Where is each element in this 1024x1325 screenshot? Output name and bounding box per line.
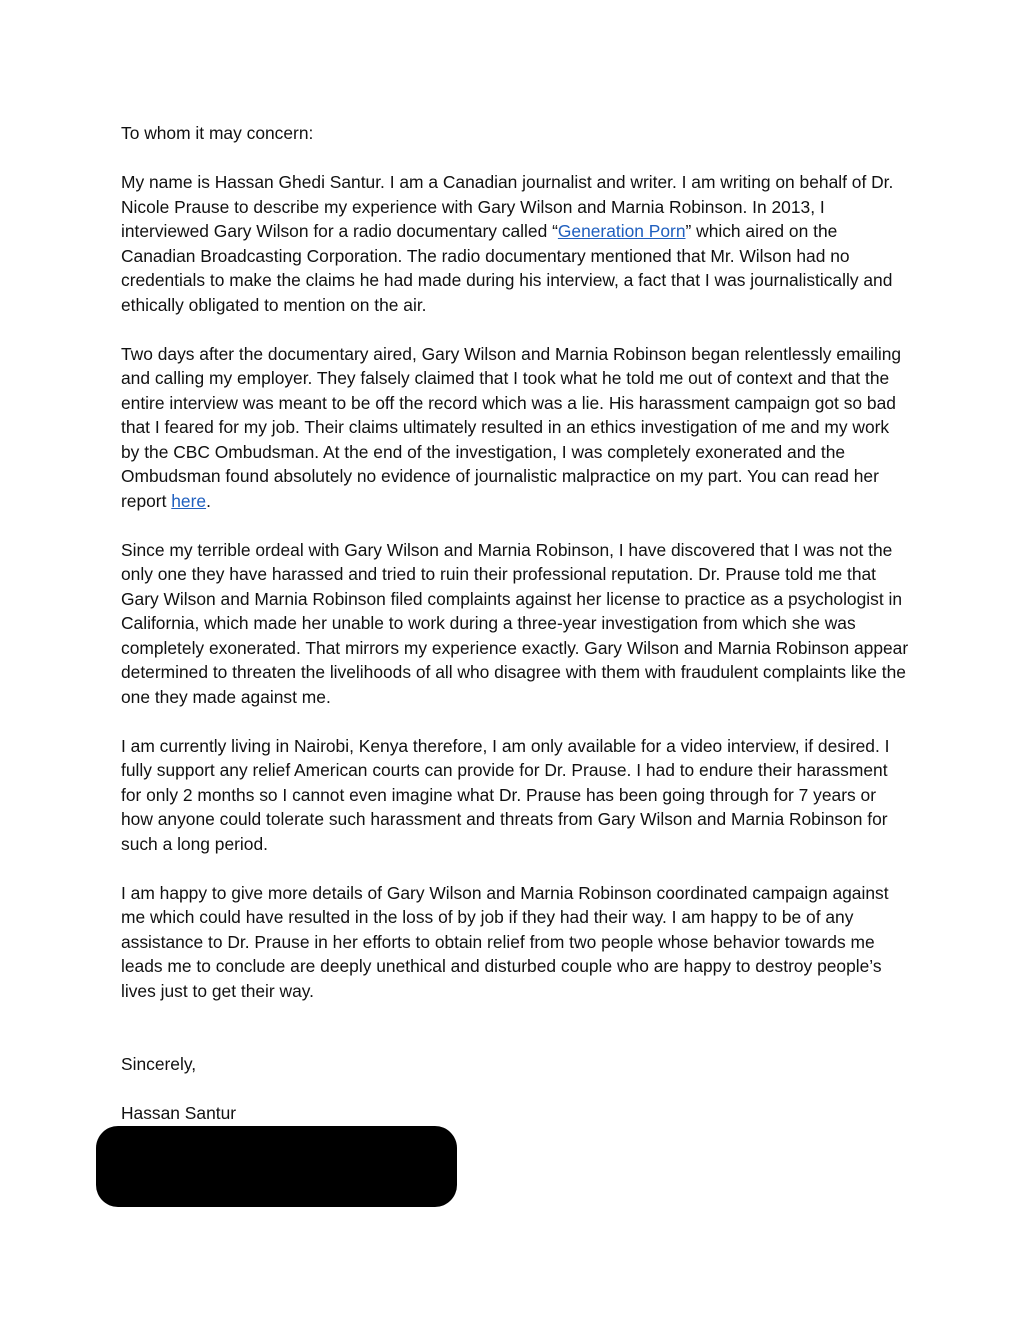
redaction-block: [96, 1126, 457, 1207]
letter-body: [121, 121, 911, 1150]
paragraph-4: I am currently living in Nairobi, Kenya therefore, I am only available for a video interview, if desired. I fully support any relief American courts can provide for Dr. Prause. I had to endure their harassment for only 2 months so I cannot even imagine what Dr. Prause has been going through for 7 years or how anyone could tolerate such harassment and threats from Gary Wilson and Marnia Robinson for such a long period.: [121, 735, 890, 854]
paragraph-2-text-a: Two days after the documentary aired, Gary Wilson and Marnia Robinson began relentlessly emailing and calling my employer. They falsely claimed that I took what he told me out of context and that the entire interview was meant to be off the record which was a lie. His harassment campaign got so bad that I feared for my job. Their claims ultimately resulted in an ethics investigation of me and my work by the CBC Ombudsman. At the end of the investigation, I was completely exonerated and the Ombudsman found absolutely no evidence of journalistic malpractice on my part. You can read her report: [121, 343, 902, 511]
paragraph-3: Since my terrible ordeal with Gary Wilson and Marnia Robinson, I have discovered that I was not the only one they have harassed and tried to ruin their professional reputation. Dr. Prause told me that Gary Wilson and Marnia Robinson filed complaints against her license to practice as a psychologist in California, which made her unable to work during a three-year investigation from which she was completely exonerated. That mirrors my experience exactly. Gary Wilson and Marnia Robinson appear determined to threaten the livelihoods of all who disagree with them with fraudulent complaints like the one they made against me.: [121, 539, 909, 707]
signature-name: Hassan Santur: [121, 1103, 237, 1123]
salutation: To whom it may concern:: [121, 123, 314, 143]
paragraph-1-text-b: ” which aired on the Canadian Broadcasting Corporation. The radio documentary mentioned that Mr. Wilson had no credentials to make the claims he had made during his interview, a fact that I was journalistically and ethically obligated to mention on the air.: [121, 221, 893, 315]
closing: Sincerely,: [121, 1054, 197, 1074]
paragraph-2-text-b: .: [206, 490, 211, 511]
paragraph-1: [121, 170, 911, 317]
report-here-link[interactable]: here: [171, 490, 207, 511]
paragraph-1-text-a: My name is Hassan Ghedi Santur. I am a Canadian journalist and writer. I am writing on behalf of Dr. Nicole Prause to describe my experience with Gary Wilson and Marnia Robinson. In 2013, I interviewed Gary Wilson for a radio documentary called “: [121, 172, 894, 241]
paragraph-2: [121, 342, 911, 514]
spacer: [121, 1028, 911, 1053]
paragraph-5: I am happy to give more details of Gary Wilson and Marnia Robinson coordinated campaign against me which could have resulted in the loss of by job if they had their way. I am happy to be of any assistance to Dr. Prause in her efforts to obtain relief from two people whose behavior towards me leads me to conclude are deeply unethical and disturbed couple who are happy to destroy people’s lives just to get their way.: [121, 882, 889, 1001]
generation-porn-link[interactable]: Generation Porn: [557, 221, 686, 241]
